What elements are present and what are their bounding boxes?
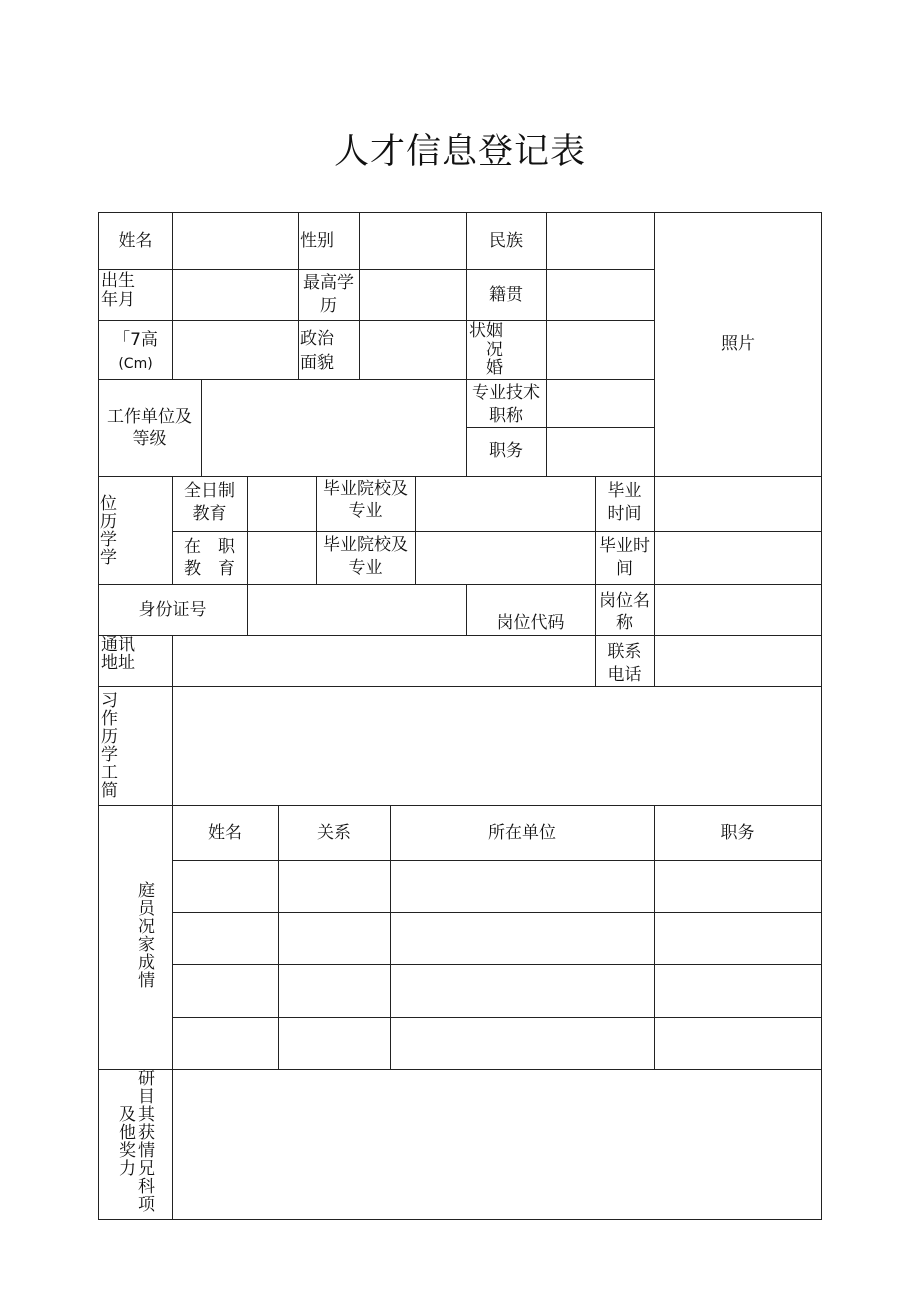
native-place-field[interactable] xyxy=(547,270,654,320)
family-label-char2: 员 xyxy=(138,899,155,919)
idno-field[interactable] xyxy=(248,585,466,635)
height-label-line2: (Cm) xyxy=(118,356,153,372)
family-label-char1: 庭 xyxy=(138,881,155,901)
name-label: 姓名 xyxy=(118,231,153,251)
position-field[interactable] xyxy=(547,428,654,476)
parttime-label-line2: 教 育 xyxy=(184,559,235,579)
marriage-label-line2: 况 xyxy=(486,340,503,360)
photo-label: 照片 xyxy=(721,334,755,354)
family-label-char6: 情 xyxy=(138,971,155,991)
fulltime-school-label-line1: 毕业院校及 xyxy=(323,479,408,499)
edu-label-char4: 学 xyxy=(100,548,117,568)
resume-label-char3: 历 xyxy=(101,727,118,747)
parttime-degree-field[interactable] xyxy=(248,532,316,584)
family-header-position: 职务 xyxy=(720,823,755,843)
parttime-label-line1: 在 职 xyxy=(184,537,235,557)
family-row[interactable] xyxy=(173,861,821,912)
protitle-label-line2: 职称 xyxy=(489,406,523,426)
family-row[interactable] xyxy=(173,1018,821,1069)
education-field[interactable] xyxy=(360,270,466,320)
education-label-line2: 历 xyxy=(320,296,337,316)
fulltime-gradtime-label-line2: 时间 xyxy=(607,504,642,524)
postname-field[interactable] xyxy=(655,585,821,635)
resume-field[interactable] xyxy=(173,687,821,805)
fulltime-gradtime-field[interactable] xyxy=(655,477,821,531)
edu-label-char2: 历 xyxy=(100,512,117,532)
family-row[interactable] xyxy=(173,913,821,964)
marriage-label-line1: 状姻 xyxy=(469,321,503,341)
idno-label: 身份证号 xyxy=(138,600,207,620)
address-label-line1: 通讯 xyxy=(101,635,135,655)
native-place-label: 籍贯 xyxy=(489,285,523,305)
marriage-field[interactable] xyxy=(547,321,654,379)
parttime-gradtime-label-line1: 毕业时 xyxy=(599,536,650,556)
workunit-label-line2: 等级 xyxy=(132,429,167,449)
protitle-label-line1: 专业技术 xyxy=(472,383,540,403)
position-label: 职务 xyxy=(489,441,523,461)
address-label-line2: 地址 xyxy=(101,653,135,673)
postcode-label: 岗位代码 xyxy=(496,613,565,633)
gender-field[interactable] xyxy=(360,213,466,269)
awards-field[interactable] xyxy=(173,1070,821,1219)
address-field[interactable] xyxy=(173,636,595,686)
parttime-school-field[interactable] xyxy=(416,532,595,584)
awards-label-column1: 及他奖力 xyxy=(119,1105,136,1179)
parttime-school-label-line2: 专业 xyxy=(348,558,383,578)
political-field[interactable] xyxy=(360,321,466,379)
fulltime-label-line2: 教育 xyxy=(192,504,227,524)
postname-label-line2: 称 xyxy=(616,613,633,633)
height-field[interactable] xyxy=(173,321,298,379)
family-label-char3: 况 xyxy=(138,917,155,937)
family-header-relation: 关系 xyxy=(317,823,351,843)
fulltime-school-field[interactable] xyxy=(416,477,595,531)
family-label-char5: 成 xyxy=(138,953,155,973)
awards-label-column2: 研目其获情兄科项 xyxy=(138,1069,155,1215)
family-header-name: 姓名 xyxy=(208,823,242,843)
parttime-gradtime-label-line2: 间 xyxy=(616,559,633,579)
ethnicity-label: 民族 xyxy=(489,231,523,251)
family-header-unit: 所在单位 xyxy=(488,823,556,843)
gender-label: 性别 xyxy=(300,231,334,251)
political-label-line1: 政治 xyxy=(300,329,334,349)
marriage-label-line3: 婚 xyxy=(486,358,503,378)
fulltime-gradtime-label-line1: 毕业 xyxy=(607,481,642,501)
postname-label-line1: 岗位名 xyxy=(599,591,650,611)
resume-label-char5: 工 xyxy=(101,763,118,783)
political-label-line2: 面貌 xyxy=(300,353,334,373)
name-field[interactable] xyxy=(173,213,298,269)
workunit-field[interactable] xyxy=(202,380,466,476)
resume-label-char2: 作 xyxy=(101,709,118,729)
family-row[interactable] xyxy=(173,965,821,1017)
fulltime-degree-field[interactable] xyxy=(248,477,316,531)
birth-field[interactable] xyxy=(173,270,298,320)
resume-label-char4: 学 xyxy=(101,745,118,765)
page-title: 人才信息登记表 xyxy=(333,132,586,172)
parttime-school-label-line1: 毕业院校及 xyxy=(323,535,408,555)
protitle-field[interactable] xyxy=(547,380,654,427)
ethnicity-field[interactable] xyxy=(547,213,654,269)
phone-field[interactable] xyxy=(655,636,821,686)
resume-label-char6: 简 xyxy=(101,781,118,801)
fulltime-label-line1: 全日制 xyxy=(184,481,235,501)
resume-label-char1: 习 xyxy=(101,691,118,711)
education-label-line1: 最高学 xyxy=(303,273,354,293)
workunit-label-line1: 工作单位及 xyxy=(107,407,192,427)
edu-label-char1: 位 xyxy=(100,494,117,514)
birth-label-line2: 年月 xyxy=(101,290,135,310)
parttime-gradtime-field[interactable] xyxy=(655,532,821,584)
birth-label-line1: 出生 xyxy=(101,271,135,291)
phone-label-line2: 电话 xyxy=(607,665,642,685)
height-label-line1: 「7高 xyxy=(113,330,158,350)
family-label-char4: 家 xyxy=(138,935,155,955)
fulltime-school-label-line2: 专业 xyxy=(348,501,383,521)
edu-label-char3: 学 xyxy=(100,530,117,550)
phone-label-line1: 联系 xyxy=(607,642,642,662)
